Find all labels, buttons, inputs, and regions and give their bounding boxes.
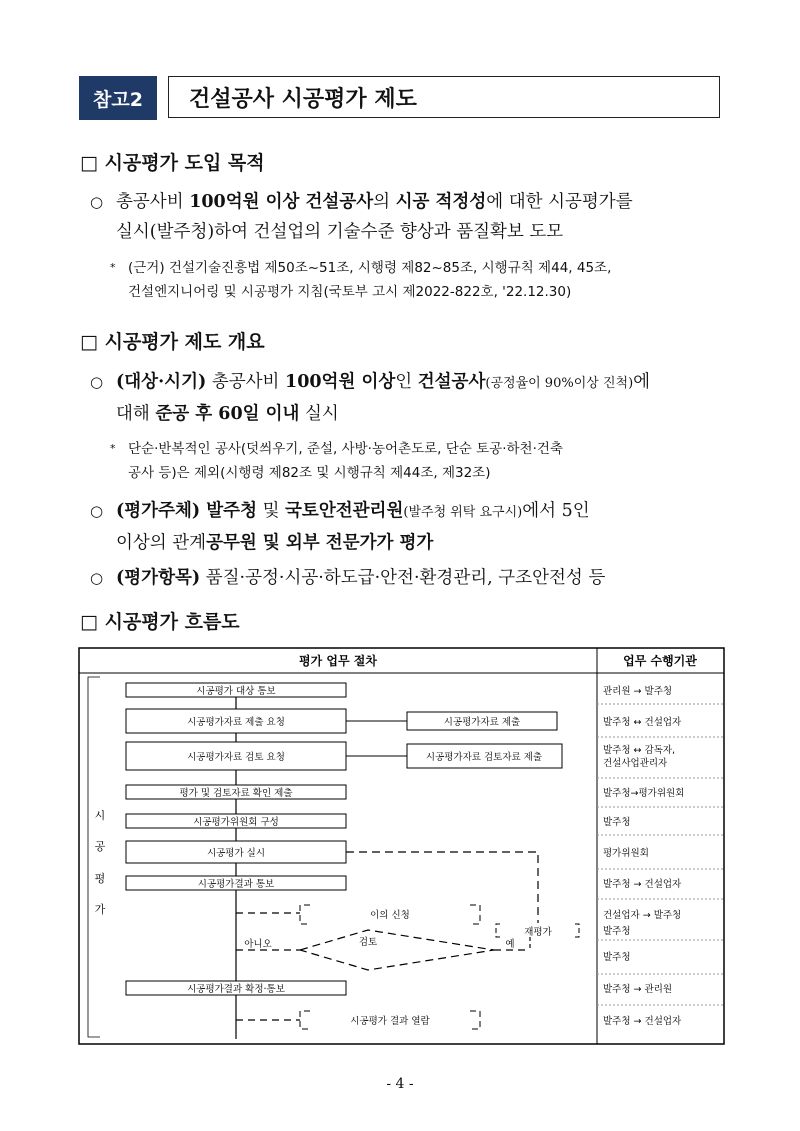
overview-note	[110, 437, 730, 485]
overview-subject-line-1: (평가주체) 발주청 및 국토안전관리원(발주청 위탁 요구시)에서 5인	[116, 501, 590, 521]
purpose-line-1: 총공사비 100억원 이상 건설공사의 시공 적정성에 대한 시공평가를	[116, 192, 633, 212]
side-label-1: 시	[94, 809, 106, 822]
flow-header-left: 평가 업무 절차	[299, 654, 377, 668]
bullet-mark: ○	[90, 502, 104, 520]
overview-subject-line-2: 이상의 관계공무원 및 외부 전문가가 평가	[116, 533, 434, 553]
overview-note-line-1: 단순·반복적인 공사(덧씌우기, 준설, 사방·농어촌도로, 단순 토공·하천·건축	[128, 441, 563, 457]
decision-yes-label: 예	[505, 939, 515, 950]
step-label-6: 시공평가 실시	[206, 848, 266, 859]
flow-header-right: 업무 수행기관	[623, 654, 697, 668]
page-title	[168, 76, 720, 118]
side-label-4: 가	[94, 903, 106, 916]
section-heading-purpose: □ 시공평가 도입 목적	[80, 152, 265, 174]
agency-11: 발주청	[603, 952, 631, 963]
agency-10: 발주청	[603, 926, 631, 937]
purpose-note	[110, 256, 730, 304]
step-label-8: 시공평가결과 확정·통보	[187, 984, 285, 995]
overview-bullet-target	[90, 367, 730, 429]
side-step-label-1: 시공평가자료 제출	[443, 717, 521, 728]
page-title-text: 건설공사 시공평가 제도	[189, 86, 417, 112]
purpose-bullet	[90, 187, 730, 247]
side-step-label-2: 시공평가자료 검토자료 제출	[425, 752, 543, 763]
overview-note-line-2: 공사 등)은 제외(시행령 제82조 및 시행규칙 제44조, 제32조)	[128, 465, 491, 481]
step-label-4: 평가 및 검토자료 확인 제출	[179, 788, 293, 799]
agency-5: 발주청→평가위원회	[603, 788, 685, 799]
decision-no-label: 아니오	[244, 939, 272, 950]
dashed-step-label-3: 시공평가 결과 열람	[350, 1016, 430, 1027]
step-label-1: 시공평가 대상 통보	[196, 686, 276, 697]
step-label-7: 시공평가결과 통보	[197, 879, 275, 890]
step-label-3: 시공평가자료 검토 요청	[187, 752, 285, 763]
agency-2: 발주청 ↔ 건설업자	[603, 717, 682, 728]
section-heading-overview: □ 시공평가 제도 개요	[80, 331, 265, 353]
step-label-2: 시공평가자료 제출 요청	[187, 717, 285, 728]
reference-badge: 참고2	[79, 76, 157, 120]
note-mark: *	[110, 261, 116, 274]
purpose-note-line-2: 건설엔지니어링 및 시공평가 지침(국토부 고시 제2022-822호, '22.12.30)	[128, 284, 572, 300]
agency-7: 평가위원회	[603, 848, 649, 859]
purpose-note-line-1: (근거) 건설기술진흥법 제50조~51조, 시행령 제82~85조, 시행규칙 제44, 45조,	[128, 260, 612, 276]
overview-items-line: (평가항목) 품질·공정·시공·하도급·안전·환경관리, 구조안전성 등	[116, 568, 606, 588]
agency-12: 발주청 → 관리원	[603, 984, 673, 995]
agency-4: 건설사업관리자	[603, 758, 668, 769]
overview-bullet-items	[90, 563, 730, 593]
side-label-2: 공	[94, 840, 106, 853]
bullet-mark: ○	[90, 373, 104, 391]
side-label-3: 평	[94, 872, 106, 885]
agency-8: 발주청 → 건설업자	[603, 879, 682, 890]
page-number: - 4 -	[386, 1076, 414, 1092]
bullet-mark: ○	[90, 569, 104, 587]
dashed-step-label-1: 이의 신청	[370, 910, 410, 921]
section-heading-flow: □ 시공평가 흐름도	[80, 611, 240, 633]
agency-3: 발주청 ↔ 감독자,	[603, 745, 676, 756]
evaluation-flowchart	[78, 647, 725, 1045]
agency-1: 관리원 → 발주청	[603, 686, 673, 697]
purpose-line-2: 실시(발주청)하여 건설업의 기술수준 향상과 품질확보 도모	[116, 222, 564, 242]
agency-13: 발주청 → 건설업자	[603, 1016, 682, 1027]
dashed-step-label-2: 재평가	[524, 927, 552, 938]
overview-target-line-2: 대해 준공 후 60일 이내 실시	[116, 404, 339, 424]
note-mark: *	[110, 442, 116, 455]
overview-target-line-1: (대상·시기) 총공사비 100억원 이상인 건설공사(공정율이 90%이상 진척)에	[116, 372, 651, 392]
agency-6: 발주청	[603, 817, 631, 828]
step-label-5: 시공평가위원회 구성	[193, 817, 279, 828]
decision-label: 검토	[358, 937, 378, 948]
overview-bullet-subject	[90, 496, 730, 558]
bullet-mark: ○	[90, 193, 104, 211]
agency-9: 건설업자 → 발주청	[603, 910, 682, 921]
